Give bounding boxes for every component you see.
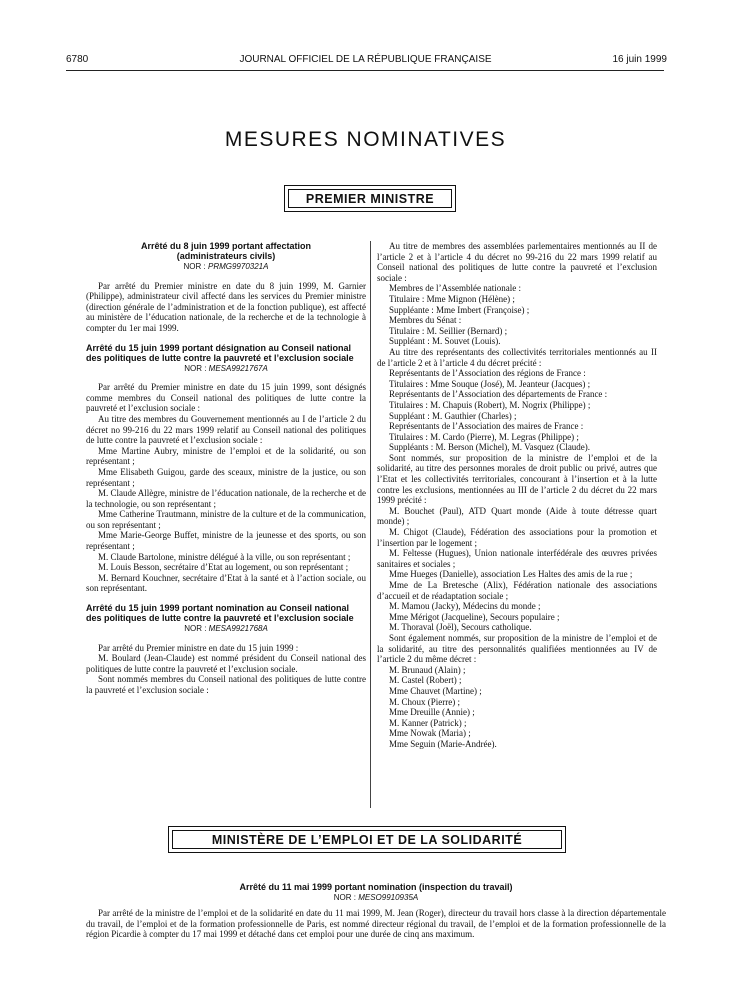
paragraph: Sont nommés, sur proposition de la ministre de l’emploi et de la solidarité, au titre des personnes morales de droit public ou privé, autres que l’Etat et les collectivités territoriales, concourant à l’insertion et à la lutte contre les exclusions, mentionnées au III de l’article 2 du décret du 22 mars 1999 précité : (377, 452, 657, 506)
member-item: M. Chigot (Claude), Fédération des associations pour la promotion et l’insertion par le logement ; (377, 527, 657, 548)
article-title: Arrêté du 8 juin 1999 portant affectation (140, 241, 312, 251)
list-item: Membres du Sénat : (389, 315, 462, 326)
article-subtitle: (administrateurs civils) (176, 251, 276, 261)
list-item: Suppléant : M. Gauthier (Charles) ; (389, 410, 517, 421)
member-item: Mme Mérigot (Jacqueline), Secours populaire ; (389, 611, 560, 622)
member-item: M. Brunaud (Alain) ; (389, 664, 466, 675)
member-item: M. Kanner (Patrick) ; (389, 717, 467, 728)
list-item: Titulaires : Mme Souque (José), M. Jeanteur (Jacques) ; (389, 378, 591, 389)
member-item: Mme Marie-George Buffet, ministre de la jeunesse et des sports, ou son représentant ; (86, 530, 366, 552)
member-item: Mme Elisabeth Guigou, garde des sceaux, ministre de la justice, ou son représentant ; (86, 466, 366, 488)
paragraph: Par arrêté du Premier ministre en date du 15 juin 1999, sont désignés comme membres du Conseil national des politiques de lutte contre la pauvreté et l’exclusion sociale : (86, 382, 366, 414)
paragraph: Au titre de membres des assemblées parlementaires mentionnés au II de l’article 2 et à l’article 4 du décret no 99-216 du 22 mars 1999 relatif au Conseil national des politiques de lutte contre la pauvreté et l’exclusion sociale : (377, 241, 657, 283)
list-item: Titulaire : M. Seillier (Bernard) ; (389, 325, 508, 336)
list-item: Titulaires : M. Cardo (Pierre), M. Legras (Philippe) ; (389, 431, 579, 442)
right-column (377, 241, 657, 750)
paragraph: Sont également nommés, sur proposition de la ministre de l’emploi et de la solidarité, au titre des personnalités qualifiées mentionnées au IV de l’article 2 du même décret : (377, 632, 657, 665)
journal-title: JOURNAL OFFICIEL DE LA RÉPUBLIQUE FRANÇAISE (239, 54, 492, 65)
member-item: Mme de La Bretesche (Alix), Fédération nationale des associations d’accueil et de réadaptation sociale ; (377, 580, 657, 601)
list-item: Titulaires : M. Chapuis (Robert), M. Nogrix (Philippe) ; (389, 399, 591, 410)
member-item: Mme Dreuille (Annie) ; (389, 707, 475, 718)
member-item: Mme Catherine Trautmann, ministre de la culture et de la communication, ou son représentant ; (86, 509, 366, 530)
article-affectation (86, 241, 366, 334)
header-rule (66, 70, 664, 71)
article-designation (86, 343, 366, 594)
column-divider (370, 241, 371, 808)
list-item: Suppléants : M. Berson (Michel), M. Vasquez (Claude). (389, 442, 591, 453)
issue-date: 16 juin 1999 (612, 54, 667, 65)
article-title: Arrêté du 11 mai 1999 portant nomination (inspection du travail) (239, 882, 513, 892)
nor-reference: NOR : MESO9910935A (333, 893, 419, 902)
member-item: M. Mamou (Jacky), Médecins du monde ; (389, 601, 541, 612)
list-item: Représentants de l’Association des régions de France : (389, 368, 586, 379)
left-column (86, 241, 366, 696)
list-item: Suppléante : Mme Imbert (Françoise) ; (389, 304, 530, 315)
member-item: M. Bernard Kouchner, secrétaire d’Etat à la santé et à l’action sociale, ou son représentant. (86, 572, 366, 594)
section-title: PREMIER MINISTRE (305, 192, 435, 206)
main-title: MESURES NOMINATIVES (224, 128, 507, 151)
paragraph: Par arrêté de la ministre de l’emploi et de la solidarité en date du 11 mai 1999, M. Jean (Roger), directeur du travail hors classe à la direction départementale du travail, de l’emploi et de la formation professionnelle de Paris, est nommé directeur régional du travail, de l’emploi et de la formation professionnelle de la région Picardie à compter du 17 mai 1999 et détaché dans cet emploi pour une durée de cinq ans maximum. (86, 908, 666, 940)
nor-reference: NOR : MESA9921768A (184, 624, 268, 634)
list-item: Membres de l’Assemblée nationale : (389, 283, 521, 294)
member-item: Mme Nowak (Maria) ; (389, 728, 471, 739)
member-item: M. Castel (Robert) ; (389, 675, 462, 686)
article-inspection-travail (86, 882, 666, 940)
member-item: M. Claude Bartolone, ministre délégué à la ville, ou son représentant ; (98, 551, 351, 562)
list-item: Représentants de l’Association des départements de France : (389, 389, 608, 400)
paragraph: Par arrêté du Premier ministre en date du 15 juin 1999 : (98, 642, 299, 653)
nor-reference: NOR : MESA9921767A (184, 363, 268, 373)
member-item: M. Louis Besson, secrétaire d’Etat au logement, ou son représentant ; (98, 562, 349, 573)
list-item: Titulaire : Mme Mignon (Hélène) ; (389, 293, 515, 304)
list-item: Suppléant : M. Souvet (Louis). (389, 336, 501, 347)
member-item: M. Claude Allègre, ministre de l’éducation nationale, de la recherche et de la technologie, ou son représentant ; (86, 488, 366, 509)
nor-reference: NOR : PRMG9970321A (183, 262, 269, 271)
member-item: M. Thoraval (Joël), Secours catholique. (389, 622, 532, 633)
article-title: Arrêté du 15 juin 1999 portant nomination au Conseil national des politiques de lutte contre la pauvreté et l’exclusion sociale (86, 603, 354, 624)
member-item: Mme Martine Aubry, ministre de l’emploi et de la solidarité, ou son représentant ; (86, 445, 366, 467)
page-number: 6780 (66, 54, 89, 65)
member-item: M. Feltesse (Hugues), Union nationale interfédérale des œuvres privées sanitaires et sociales ; (377, 548, 657, 569)
member-item: M. Choux (Pierre) ; (389, 696, 460, 707)
article-title: Arrêté du 15 juin 1999 portant désignation au Conseil national des politiques de lutte contre la pauvreté et l’exclusion sociale (86, 342, 354, 363)
paragraph: Au titre des membres du Gouvernement mentionnés au I de l’article 2 du décret no 99-216 du 22 mars 1999 relatif au Conseil national des politiques de lutte contre la pauvreté et l’exclusion sociale : (86, 413, 366, 446)
section-box-premier-ministre (284, 185, 456, 212)
member-item: Mme Chauvet (Martine) ; (389, 685, 482, 696)
list-item: Représentants de l’Association des maires de France : (389, 421, 584, 432)
article-nomination (86, 603, 366, 696)
member-item: Mme Hueges (Danielle), association Les Haltes des amis de la rue ; (389, 569, 633, 580)
paragraph: Par arrêté du Premier ministre en date du 8 juin 1999, M. Garnier (Philippe), administrateur civil affecté dans les services du Premier ministre (direction générale de l’administration et de la fonction publique), est affecté au ministère de l’éducation nationale, de la recherche et de la technologie à compter du 1er mai 1999. (86, 280, 366, 333)
paragraph: Sont nommés membres du Conseil national des politiques de lutte contre la pauvreté et l’exclusion sociale : (86, 674, 366, 695)
member-item: M. Bouchet (Paul), ATD Quart monde (Aide à toute détresse quart monde) ; (377, 505, 657, 527)
section-title: MINISTÈRE DE L’EMPLOI ET DE LA SOLIDARITÉ (211, 833, 523, 847)
member-item: Mme Seguin (Marie-Andrée). (389, 738, 497, 749)
paragraph: M. Boulard (Jean-Claude) est nommé président du Conseil national des politiques de lutte contre la pauvreté et l’exclusion sociale. (86, 653, 366, 674)
paragraph: Au titre des représentants des collectivités territoriales mentionnés au II de l’article 2 et à l’article 4 du décret précité : (377, 346, 657, 368)
section-box-ministere-emploi (168, 826, 566, 853)
